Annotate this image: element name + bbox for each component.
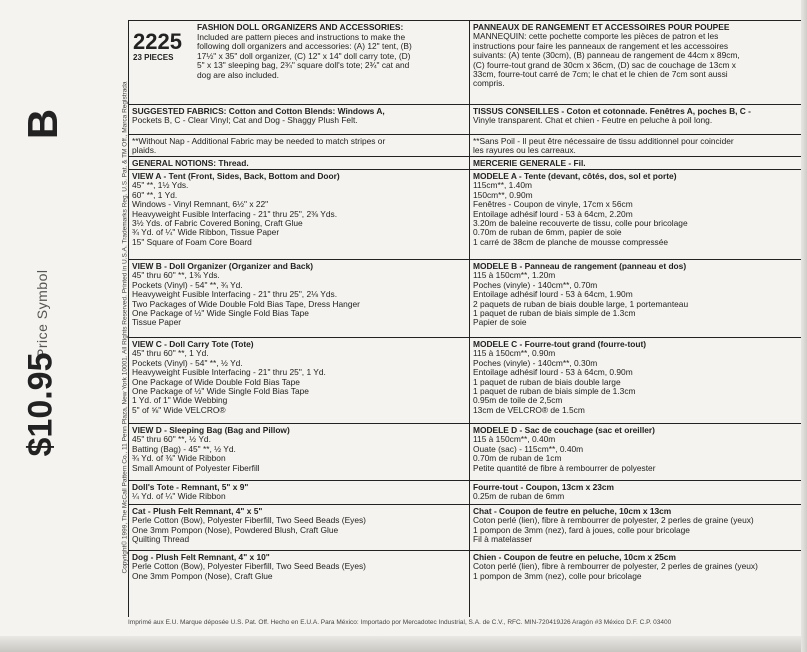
paper-bottom-edge	[0, 636, 807, 652]
view-b-line: Heavyweight Fusible Interfacing - 21" thru 25", 2⅛ Yds.	[132, 289, 338, 300]
dolls-tote-section-fr	[470, 481, 807, 505]
cat-line-fr: Coton perlé (lien), fibre à rembourrer de polyester, 2 perles de graine (yeux)	[473, 515, 754, 526]
view-b-line: Tissue Paper	[132, 317, 182, 328]
cat-line-fr: Fil à matelasser	[473, 534, 533, 545]
fabrics-section-en	[129, 105, 469, 135]
view-b-line-fr: Entoilage adhésif lourd - 53 à 64cm, 1.90m	[473, 289, 633, 300]
view-b-line-fr: 1 paquet de ruban de biais simple de 1.3cm	[473, 308, 636, 319]
view-c-line: 5" of ⅝" Wide VELCRO®	[132, 404, 226, 415]
intro-section-en	[129, 21, 469, 105]
view-a-line: 60" **, 1 Yd.	[132, 189, 178, 200]
view-b-line-fr: 115 à 150cm**, 1.20m	[473, 270, 556, 281]
intro-line: 5" x 13" sleeping bag, 2¾" square doll's tote; 2¾" cat and	[197, 60, 410, 71]
cat-section-en	[129, 505, 469, 551]
intro-heading: FASHION DOLL ORGANIZERS AND ACCESSORIES:	[197, 22, 404, 32]
intro-text-en	[197, 23, 467, 81]
view-a-line-fr: 0.70m de ruban de 6mm, papier de soie	[473, 227, 622, 238]
view-b-heading-fr: MODELE B - Panneau de rangement (panneau et dos)	[473, 261, 687, 271]
nap-section-en	[129, 135, 469, 157]
view-b-section-fr	[470, 260, 807, 338]
view-a-heading: VIEW A - Tent (Front, Sides, Back, Bottom and Door)	[132, 171, 340, 181]
view-b-heading: VIEW B - Doll Organizer (Organizer and Back)	[132, 261, 314, 271]
view-c-line-fr: 13cm de VELCRO® de 1.5cm	[473, 404, 585, 415]
intro-line: following doll organizers and accessories: (A) 12" tent, (B)	[197, 41, 412, 52]
view-c-section-en	[129, 338, 469, 424]
intro-line-fr: instructions pour faire les panneaux de rangement et les accessoires	[473, 40, 729, 51]
cat-line-fr: 1 pompon de 3mm (nez), fard à joues, colle pour bricolage	[473, 524, 690, 535]
cat-heading: Cat - Plush Felt Remnant, 4" x 5"	[132, 506, 263, 516]
nap-section-fr	[470, 135, 807, 157]
nap-line: plaids.	[132, 145, 157, 156]
intro-line-fr: MANNEQUIN: cette pochette comporte les pièces de patron et les	[473, 31, 719, 42]
view-a-section-en	[129, 170, 469, 260]
view-c-line: 45" thru 60" **, 1 Yd.	[132, 348, 209, 359]
view-d-line-fr: Ouate (sac) - 115cm**, 0.40m	[473, 443, 584, 454]
view-a-line-fr: Entoilage adhésif lourd - 53 à 64cm, 2.20m	[473, 208, 633, 219]
pattern-number: 2225	[133, 29, 182, 54]
notions-line-fr: MERCERIE GENERALE - Fil.	[473, 158, 586, 168]
view-d-heading: VIEW D - Sleeping Bag (Bag and Pillow)	[132, 425, 290, 435]
nap-line: **Without Nap - Additional Fabric may be needed to match stripes or	[132, 136, 386, 146]
view-a-line-fr: 3.20m de baleine recouverte de tissu, colle pour bricolage	[473, 218, 688, 229]
intro-line: Included are pattern pieces and instructions to make the	[197, 31, 406, 42]
view-d-heading-fr: MODELE D - Sac de couchage (sac et oreiller)	[473, 425, 655, 435]
view-b-line-fr: Papier de soie	[473, 317, 527, 328]
view-c-line-fr: 1 paquet de ruban de biais simple de 1.3cm	[473, 386, 636, 397]
view-c-line: One Package of Wide Double Fold Bias Tape	[132, 376, 300, 387]
view-a-line: ¾ Yd. of ¼" Wide Ribbon, Tissue Paper	[132, 227, 280, 238]
view-d-line: Small Amount of Polyester Fiberfill	[132, 462, 260, 473]
dolls-tote-line-fr: 0.25m de ruban de 6mm	[473, 491, 565, 502]
cat-heading-fr: Chat - Coupon de feutre en peluche, 10cm x 13cm	[473, 506, 672, 516]
view-a-line-fr: 115cm**, 1.40m	[473, 180, 532, 191]
view-b-line-fr: 2 paquets de ruban de biais double large, 1 portemanteau	[473, 298, 689, 309]
intro-heading-fr: PANNEAUX DE RANGEMENT ET ACCESSOIRES POUR POUPEE	[473, 22, 730, 32]
dolls-tote-heading-fr: Fourre-tout - Coupon, 13cm x 23cm	[473, 482, 614, 492]
view-c-line: One Package of ½" Wide Single Fold Bias Tape	[132, 386, 309, 397]
view-c-line: 1 Yd. of 1" Wide Webbing	[132, 395, 228, 406]
notions-section-fr	[470, 157, 807, 170]
cat-section-fr	[470, 505, 807, 551]
copyright-notice: Copyright© 1999, The McCall Pattern Co., 11 Penn Plaza, New York 10001. All Rights Reserved. Printed in U.S.A. Trademarks Reg. U.S. Pat. & TM Off., Marca Registrada	[121, 81, 129, 574]
view-c-line-fr: 115 à 150cm**, 0.90m	[473, 348, 556, 359]
notions-section-en	[129, 157, 469, 170]
view-a-line: Windows - Vinyl Remnant, 6½" x 22"	[132, 199, 269, 210]
price-symbol-label: Price Symbol	[34, 269, 50, 358]
dog-line: Perle Cotton (Bow), Polyester Fiberfill, Two Seed Beads (Eyes)	[132, 561, 366, 572]
dog-heading-fr: Chien - Coupon de feutre en peluche, 10cm x 25cm	[473, 552, 676, 562]
view-a-line: Heavyweight Fusible Interfacing - 21" thru 25", 2⅜ Yds.	[132, 208, 338, 219]
fabrics-line: SUGGESTED FABRICS: Cotton and Cotton Blends: Windows A,	[132, 106, 385, 116]
view-a-line: 15" Square of Foam Core Board	[132, 236, 252, 247]
pieces-count: 23 PIECES	[133, 53, 174, 62]
dolls-tote-line: ¼ Yd. of ¼" Wide Ribbon	[132, 491, 226, 502]
dolls-tote-section-en	[129, 481, 469, 505]
intro-line: 17½" x 35" doll organizer, (C) 12" x 14" doll carry tote, (D)	[197, 50, 411, 61]
nap-line-fr: **Sans Poil - Il peut être nécessaire de tissu additionnel pour coincider	[473, 136, 734, 146]
cat-line: One 3mm Pompon (Nose), Powdered Blush, Craft Glue	[132, 524, 339, 535]
view-d-line: 45" thru 60" **, ½ Yd.	[132, 434, 211, 445]
view-b-line: Pockets (Vinyl) - 54" **, ¾ Yd.	[132, 279, 243, 290]
intro-line: dog are also included.	[197, 69, 279, 80]
view-a-line-fr: 1 carré de 38cm de planche de mousse compressée	[473, 236, 669, 247]
view-c-heading: VIEW C - Doll Carry Tote (Tote)	[132, 339, 254, 349]
view-a-line-fr: 150cm**, 0.90m	[473, 189, 533, 200]
dolls-tote-heading: Doll's Tote - Remnant, 5" x 9"	[132, 482, 249, 492]
pattern-info-table	[128, 20, 807, 617]
view-a-line-fr: Fenêtres - Coupon de vinyle, 17cm x 56cm	[473, 199, 633, 210]
import-footer: Imprimé aux E.U. Marque déposée U.S. Pat. Off. Hecho en E.U.A. Para México: Importado por Mercadotec Industrial, S.A. de C.V., RFC. MIN-720419J26 Aragón #3 México D.F. C.P. 03400	[128, 619, 672, 626]
dog-section-fr	[470, 551, 807, 617]
cat-line: Perle Cotton (Bow), Polyester Fiberfill, Two Seed Beads (Eyes)	[132, 515, 366, 526]
price-value: $10.95	[21, 352, 60, 457]
dog-line-fr: 1 pompon de 3mm (nez), colle pour bricolage	[473, 570, 642, 581]
dog-line-fr: Coton perlé (lien), fibre à rembourrer de polyester, 2 perles de graines (yeux)	[473, 561, 758, 572]
intro-line-fr: suivants: (A) tente (30cm), (B) panneau de rangement de 44cm x 89cm,	[473, 50, 740, 61]
view-c-heading-fr: MODELE C - Fourre-tout grand (fourre-tout)	[473, 339, 647, 349]
cat-line: Quilting Thread	[132, 534, 190, 545]
view-d-line: ¾ Yd. of ⅜" Wide Ribbon	[132, 453, 226, 464]
view-c-line-fr: 0.95m de toile de 2,5cm	[473, 395, 563, 406]
view-c-line-fr: Entoilage adhésif lourd - 53 à 64cm, 0.90m	[473, 367, 633, 378]
pattern-number-block	[133, 31, 191, 62]
view-c-line: Pockets (Vinyl) - 54" **, ½ Yd.	[132, 357, 243, 368]
intro-section-fr	[470, 21, 807, 105]
view-b-line-fr: Poches (vinyle) - 140cm**, 0.70m	[473, 279, 598, 290]
paper-right-edge	[801, 0, 807, 652]
view-b-line: 45" thru 60" **, 1⅜ Yds.	[132, 270, 220, 281]
view-d-line-fr: Petite quantité de fibre à rembourrer de polyester	[473, 462, 656, 473]
view-a-heading-fr: MODELE A - Tente (devant, côtés, dos, sol et porte)	[473, 171, 677, 181]
fabrics-line-fr: Vinyle transparent. Chat et chien - Feutre en peluche à poil long.	[473, 115, 713, 126]
view-c-section-fr	[470, 338, 807, 424]
notions-line: GENERAL NOTIONS: Thread.	[132, 158, 249, 168]
view-d-section-en	[129, 424, 469, 481]
english-column	[129, 21, 470, 617]
french-column	[470, 21, 807, 617]
view-d-line: Batting (Bag) - 45" **, ½ Yd.	[132, 443, 236, 454]
envelope-letter: B	[19, 108, 67, 140]
dog-heading: Dog - Plush Felt Remnant, 4" x 10"	[132, 552, 270, 562]
fabrics-line-fr: TISSUS CONSEILLES - Coton et cotonnade. Fenêtres A, poches B, C -	[473, 106, 751, 116]
intro-line-fr: (C) fourre-tout grand de 30cm x 36cm, (D) sac de couchage de 13cm x	[473, 59, 736, 70]
view-c-line: Heavyweight Fusible Interfacing - 21" thru 25", 1 Yd.	[132, 367, 326, 378]
intro-line-fr: 33cm, fourre-tout carré de 7cm; le chat et le chien de 7cm sont aussi	[473, 69, 728, 80]
view-b-line: One Package of ½" Wide Single Fold Bias Tape	[132, 308, 309, 319]
view-d-line-fr: 115 à 150cm**, 0.40m	[473, 434, 556, 445]
intro-line-fr: compris.	[473, 78, 505, 89]
view-c-line-fr: 1 paquet de ruban de biais double large	[473, 376, 621, 387]
nap-line-fr: les rayures ou les carreaux.	[473, 145, 576, 156]
view-a-section-fr	[470, 170, 807, 260]
dog-section-en	[129, 551, 469, 617]
fabrics-section-fr	[470, 105, 807, 135]
view-d-line-fr: 0.70m de ruban de 1cm	[473, 453, 562, 464]
view-b-section-en	[129, 260, 469, 338]
fabrics-line: Pockets B, C - Clear Vinyl; Cat and Dog - Shaggy Plush Felt.	[132, 115, 358, 126]
view-a-line: 45" **, 1½ Yds.	[132, 180, 189, 191]
view-a-line: 3½ Yds. of Fabric Covered Boning, Craft Glue	[132, 218, 303, 229]
view-d-section-fr	[470, 424, 807, 481]
view-c-line-fr: Poches (vinyle) - 140cm**, 0.30m	[473, 357, 598, 368]
view-b-line: Two Packages of Wide Double Fold Bias Tape, Dress Hanger	[132, 298, 360, 309]
dog-line: One 3mm Pompon (Nose), Craft Glue	[132, 570, 273, 581]
